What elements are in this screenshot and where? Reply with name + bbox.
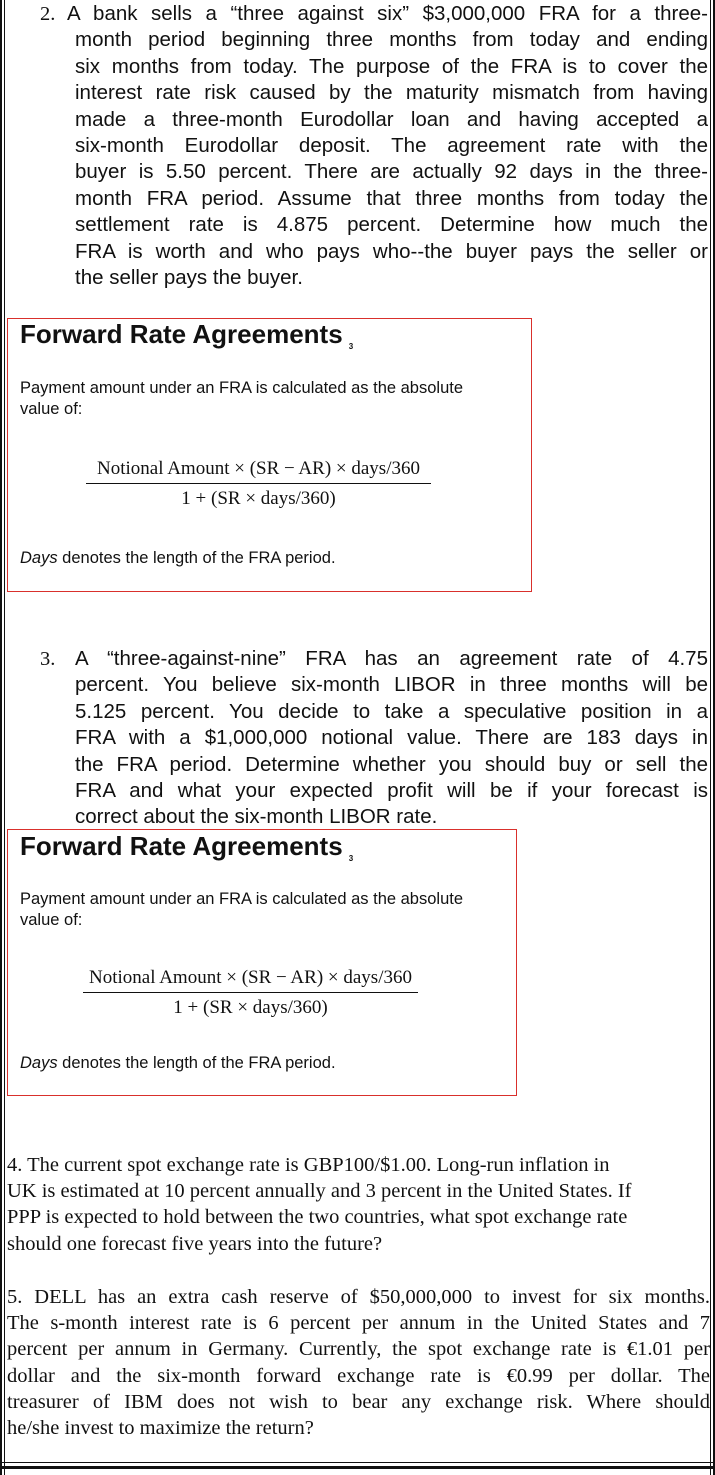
slide-note: Days denotes the length of the FRA period. bbox=[20, 1054, 336, 1072]
bottom-border bbox=[0, 1466, 715, 1469]
question-4-line: should one forecast five years into the future? bbox=[7, 1232, 383, 1255]
question-5-line: 5. DELL has an extra cash reserve of $50,000,000 to invest for six months. bbox=[7, 1286, 710, 1308]
formula-denominator: 1 + (SR × days/360) bbox=[173, 997, 328, 1018]
question-2-line: the seller pays the buyer. bbox=[75, 266, 303, 290]
slide-title: Forward Rate Agreements $_3$ bbox=[20, 831, 354, 863]
question-3-line: percent. You believe six-month LIBOR in three months will be bbox=[75, 673, 708, 697]
question-2-number: 2. bbox=[40, 3, 56, 25]
question-2-line: interest rate risk caused by the maturity mismatch from having bbox=[75, 81, 708, 105]
question-5-line: dollar and the six-month forward exchange rate is €0.99 per dollar. The bbox=[7, 1364, 710, 1387]
slide-note: Days denotes the length of the FRA period. bbox=[20, 549, 336, 567]
question-2-line: made a three-month Eurodollar loan and having accepted a bbox=[75, 107, 708, 131]
question-5-line: treasurer of IBM does not wish to bear any exchange risk. Where should bbox=[7, 1390, 710, 1413]
question-3-line: FRA with a $1,000,000 notional value. There are 183 days in bbox=[75, 726, 708, 750]
question-3-line: the FRA period. Determine whether you should buy or sell the bbox=[75, 752, 708, 776]
left-border-inner bbox=[4, 0, 5, 1475]
slide-number: 3 bbox=[348, 342, 354, 351]
question-4-line: UK is estimated at 10 percent annually and 3 percent in the United States. If bbox=[7, 1180, 632, 1203]
fra-slide-2 bbox=[7, 829, 517, 1096]
formula-denominator: 1 + (SR × days/360) bbox=[181, 488, 336, 509]
question-3-line: correct about the six-month LIBOR rate. bbox=[75, 805, 438, 829]
question-2-line: A bank sells a “three against six” $3,000,000 FRA for a three- bbox=[67, 2, 708, 25]
question-5-line: percent per annum in Germany. Currently, the spot exchange rate is €1.01 per bbox=[7, 1338, 710, 1361]
question-5-line: The s-month interest rate is 6 percent per annum in the United States and 7 bbox=[7, 1312, 710, 1335]
fra-slide-1 bbox=[7, 318, 532, 592]
question-2-line: month period beginning three months from today and ending bbox=[75, 28, 708, 52]
slide-description: Payment amount under an FRA is calculated as the absolute value of: bbox=[20, 890, 464, 929]
formula-numerator: Notional Amount × (SR − AR) × days/360 bbox=[89, 967, 412, 988]
left-border bbox=[0, 0, 2, 1475]
question-3-line: 5.125 percent. You decide to take a speculative position in a bbox=[75, 699, 708, 723]
question-2-line: buyer is 5.50 percent. There are actually 92 days in the three- bbox=[75, 160, 708, 184]
formula-numerator: Notional Amount × (SR − AR) × days/360 bbox=[97, 458, 420, 479]
question-2-line: month FRA period. Assume that three months from today the bbox=[75, 186, 708, 210]
question-4-line: 4. The current spot exchange rate is GBP100/$1.00. Long-run inflation in bbox=[7, 1154, 610, 1176]
question-5 bbox=[7, 1284, 710, 1441]
bottom-border-inner bbox=[0, 1462, 715, 1463]
fra-payment-formula bbox=[86, 458, 431, 510]
question-2-line: six months from today. The purpose of the FRA is to cover the bbox=[75, 54, 708, 78]
question-3-line: A “three-against-nine” FRA has an agreement rate of 4.75 bbox=[75, 647, 708, 670]
fra-payment-formula bbox=[83, 967, 418, 1019]
question-4 bbox=[7, 1152, 710, 1257]
slide-number: 3 bbox=[348, 854, 354, 863]
question-2-line: FRA is worth and who pays who--the buyer pays the seller or bbox=[75, 239, 708, 263]
right-border-inner bbox=[710, 0, 711, 1475]
question-3-line: FRA and what your expected profit will be if your forecast is bbox=[75, 779, 708, 803]
slide-description: Payment amount under an FRA is calculated as the absolute value of: bbox=[20, 379, 464, 418]
question-4-line: PPP is expected to hold between the two countries, what spot exchange rate bbox=[7, 1206, 628, 1229]
slide-title: Forward Rate Agreements $_3$ bbox=[20, 319, 354, 351]
question-3-number: 3. bbox=[40, 648, 56, 670]
question-2-line: settlement rate is 4.875 percent. Determine how much the bbox=[75, 213, 708, 237]
question-5-line: he/she invest to maximize the return? bbox=[7, 1417, 314, 1440]
question-2-line: six-month Eurodollar deposit. The agreement rate with the bbox=[75, 134, 708, 158]
